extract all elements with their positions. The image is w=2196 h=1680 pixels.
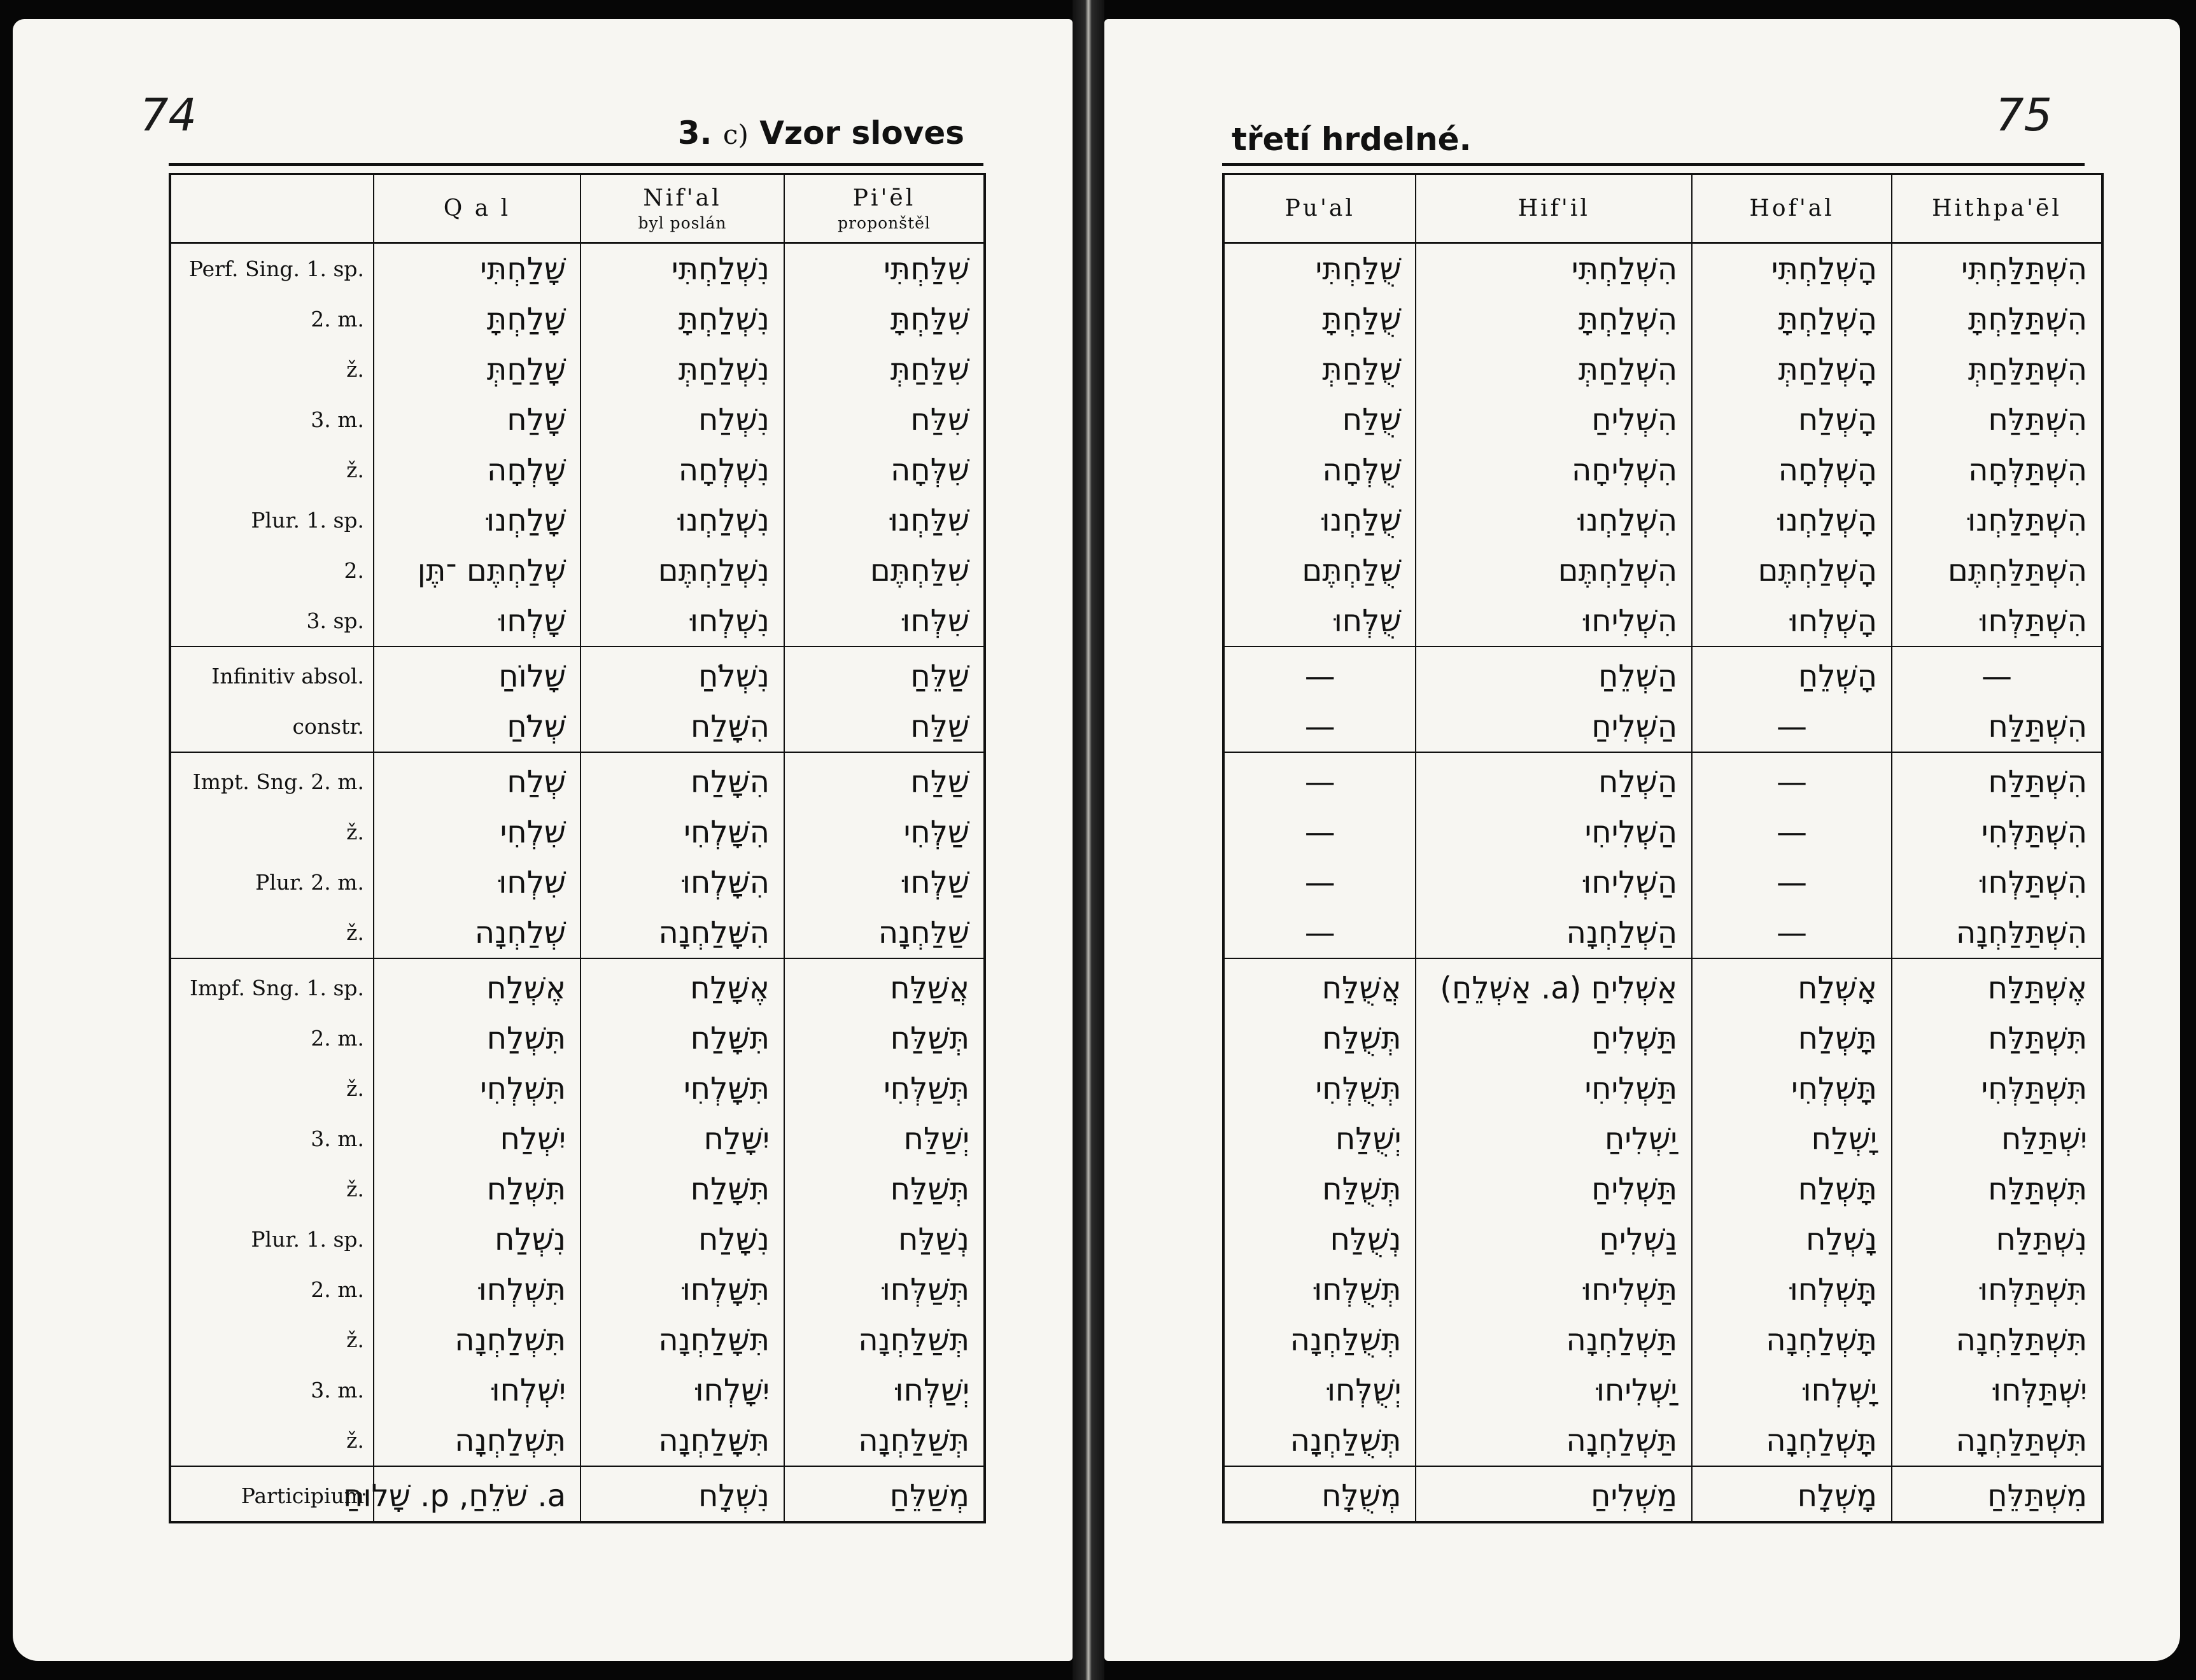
header-pual: Pu'al [1223,174,1416,243]
verb-form-cell: אֶשְׁלַח [374,958,581,1013]
verb-form-cell: הִשְׁלַחַתְּ [1416,344,1692,395]
verb-form-cell: מְשֻׁלָּח [1223,1466,1416,1522]
verb-form-cell: תָּשְׁלַחְנָה [1692,1415,1892,1466]
page-number: 74 [140,89,197,141]
row-label: Plur. 1. sp. [251,508,364,533]
verb-form-cell: תַּשְׁלִיחַ [1416,1164,1692,1214]
row-label: Plur. 1. sp. [251,1227,364,1252]
verb-form-cell: שִׁלַּח [784,395,985,445]
row-label: Participium [241,1483,364,1508]
page-heading [678,115,964,151]
conjugation-table [169,173,986,1523]
verb-form-cell: שֻׁלַּחְנוּ [1223,495,1416,545]
verb-form-cell: תִּשְׁלַחְנָה [374,1315,581,1365]
verb-form-cell: תִּשְׁלַח [374,1013,581,1063]
verb-form-cell: שַׁלְּחִי [784,807,985,857]
verb-form-cell: תָּשְׁלְחִי [1692,1063,1892,1114]
row-label: constr. [170,701,374,752]
verb-form-cell: הִשָּׁלַחְנָה [581,907,784,958]
verb-form-cell: שִׁלַּחְנוּ [784,495,985,545]
verb-form-cell: מִשְׁתַּלֵּחַ [1892,1466,2102,1522]
verb-form-cell: הִשְׁתַּלַּחְתָּ [1892,294,2102,344]
table-row [170,1214,985,1264]
verb-form-cell: מָשְׁלָח [1692,1466,1892,1522]
header-qal: Q a l [374,174,581,243]
table-row [1223,647,2102,701]
verb-form-cell: הִשְׁתַּלַּחְתִּי [1892,243,2102,295]
verb-form-cell: הִשְׁלַחְתָּ [1416,294,1692,344]
header-piel: Pi'ēl proponštěl [784,174,985,243]
table-row [170,445,985,495]
row-label: ž. [346,1177,364,1201]
verb-form-cell: תַּשְׁלִיחִי [1416,1063,1692,1114]
verb-form-cell: אַשְׁלִיחַ (a. אַשְׁלֵחַ) [1416,958,1692,1013]
verb-form-cell: הִשְׁתַּלְּחָה [1892,445,2102,495]
verb-form-cell: הִשְׁתַּלַּחַתְּ [1892,344,2102,395]
row-label: ž. [346,820,364,844]
row-label: 3. m. [311,1378,364,1403]
verb-form-cell: יְשַׁלַּח [784,1114,985,1164]
verb-form-cell: תַּשְׁלִיחוּ [1416,1264,1692,1315]
verb-form-cell: אֶשָּׁלַח [581,958,784,1013]
table-row [170,545,985,596]
verb-form-cell: הַשְׁלִיחִי [1416,807,1692,857]
verb-form-cell: הִשְׁתַּלַּחְתֶּם [1892,545,2102,596]
verb-form-cell: תָּשְׁלַח [1692,1013,1892,1063]
table-row [1223,701,2102,752]
verb-form-cell: שִׁלְּחוּ [784,596,985,647]
verb-form-cell: הָשְׁלַחַתְּ [1692,344,1892,395]
verb-form-cell: הָשְׁלַחְנוּ [1692,495,1892,545]
verb-form-cell: נִשְׁלְחָה [581,445,784,495]
verb-form-cell: הַשְׁלַחְנָה [1416,907,1692,958]
table-row [170,294,985,344]
verb-form-cell: תְּשֻׁלַּחְנָה [1223,1415,1416,1466]
table-row [1223,752,2102,807]
table-row [170,344,985,395]
verb-form-cell: נִשְׁלַחְתִּי [581,243,784,295]
verb-form-cell: הָשְׁלַחְתָּ [1692,294,1892,344]
header-row [1223,174,2102,243]
header-row [170,174,985,243]
verb-form-cell: הִשְׁלַחְנוּ [1416,495,1692,545]
verb-form-cell: הַשְׁלִיחוּ [1416,857,1692,907]
verb-form-cell: יַשְׁלִיחוּ [1416,1365,1692,1415]
verb-form-cell: יִשְׁלַח [374,1114,581,1164]
verb-form-cell: הִשְׁלַחְתִּי [1416,243,1692,295]
table-row [1223,294,2102,344]
verb-form-cell: נִשְׁלְחוּ [581,596,784,647]
verb-form-cell: תְּשֻׁלַּח [1223,1164,1416,1214]
verb-form-cell: שִׁלְּחָה [784,445,985,495]
verb-form-cell: שָׁלַחְתִּי [374,243,581,295]
row-label: Impt. Sng. 2. m. [192,769,364,794]
verb-form-cell: הִשְׁתַּלְּחִי [1892,807,2102,857]
verb-form-cell: תִּשְׁלְחִי [374,1063,581,1114]
verb-form-cell: הַשְׁלִיחַ [1416,701,1692,752]
table-row [1223,1114,2102,1164]
verb-form-cell: שַׁלַּח [784,752,985,807]
verb-form-cell: תִּשְׁתַּלְּחִי [1892,1063,2102,1114]
verb-form-cell: נְשֻׁלַּח [1223,1214,1416,1264]
verb-form-cell: יָשְׁלַח [1692,1114,1892,1164]
row-label: Plur. 2. m. [255,870,364,895]
verb-form-cell: תִּשָּׁלַחְנָה [581,1415,784,1466]
verb-form-cell: שָׁלַחַתְּ [374,344,581,395]
table-row [1223,1466,2102,1522]
verb-form-cell: שֻׁלַּח [1223,395,1416,445]
verb-form-cell: תְּשֻׁלְּחִי [1223,1063,1416,1114]
table-row [170,495,985,545]
verb-form-cell: נִשְׁלַח [374,1214,581,1264]
heading-title: Vzor sloves [759,115,964,151]
table-row [170,701,985,752]
verb-form-cell: תִּשְׁתַּלְּחוּ [1892,1264,2102,1315]
table-row [1223,545,2102,596]
table-row [170,958,985,1013]
verb-form-cell: תְּשַׁלַּח [784,1164,985,1214]
verb-form-cell: תִּשְׁתַּלַּחְנָה [1892,1315,2102,1365]
verb-form-cell: הַשְׁלֵחַ [1416,647,1692,701]
verb-form-cell: נְשַׁלַּח [784,1214,985,1264]
header-hifil: Hif'il [1416,174,1692,243]
verb-form-cell: תִּשָּׁלְחִי [581,1063,784,1114]
verb-form-cell: יִשְׁתַּלְּחוּ [1892,1365,2102,1415]
verb-form-cell: שֻׁלַּחְתִּי [1223,243,1416,295]
verb-form-cell: — [1692,807,1892,857]
header-hithpael: Hithpa'ēl [1892,174,2102,243]
row-label: 2. m. [311,1026,364,1051]
verb-form-cell: שְׁלֹחַ [374,701,581,752]
verb-form-cell: שִׁלַּחַתְּ [784,344,985,395]
table-row [1223,1164,2102,1214]
verb-form-cell: יְשֻׁלַּח [1223,1114,1416,1164]
verb-form-cell: שִׁלַּחְתָּ [784,294,985,344]
verb-form-cell: תְּשַׁלַּח [784,1013,985,1063]
verb-form-cell: הִשָּׁלַח [581,701,784,752]
verb-form-cell: הִשְׁלִיחַ [1416,395,1692,445]
row-label: ž. [346,357,364,382]
verb-form-cell: שַׁלַּח [784,701,985,752]
verb-form-cell: — [1223,857,1416,907]
row-label: 3. m. [311,1126,364,1151]
verb-form-cell: נִשְׁלַחַתְּ [581,344,784,395]
table-row [170,1063,985,1114]
verb-form-cell: שָׁלַח [374,395,581,445]
verb-form-cell: הָשְׁלֵחַ [1692,647,1892,701]
row-label: Infinitiv absol. [211,664,364,689]
verb-form-cell: תִּשָּׁלַח [581,1164,784,1214]
verb-form-cell: הָשְׁלַחְתִּי [1692,243,1892,295]
conjugation-table [1222,173,2104,1523]
table-row [1223,1415,2102,1466]
verb-form-cell: יְשַׁלְּחוּ [784,1365,985,1415]
row-label: 2. [344,558,364,583]
verb-form-cell: מְשַׁלֵּחַ [784,1466,985,1522]
verb-form-cell: יִשָּׁלַח [581,1114,784,1164]
table-row [1223,395,2102,445]
verb-form-cell: הִשְׁלַחְתֶּם [1416,545,1692,596]
verb-form-cell: — [1223,701,1416,752]
row-label: Impf. Sng. 1. sp. [190,976,364,1000]
verb-form-cell: הִשְׁתַּלַּח [1892,395,2102,445]
verb-form-cell: שְׁלַחְתֶּם ־תֶּן [374,545,581,596]
verb-form-cell: תִּשְׁלְחוּ [374,1264,581,1315]
verb-form-cell: שָׁלְחָה [374,445,581,495]
verb-form-cell: — [1692,701,1892,752]
table-row [1223,857,2102,907]
verb-form-cell: תְּשַׁלַּחְנָה [784,1315,985,1365]
verb-form-cell: שֻׁלְּחוּ [1223,596,1416,647]
verb-form-cell: נִשְׁלַחְתֶּם [581,545,784,596]
verb-form-cell: הָשְׁלַח [1692,395,1892,445]
verb-form-cell: הַשְׁלַח [1416,752,1692,807]
row-label: Perf. Sing. 1. sp. [188,256,364,281]
verb-form-cell: תָּשְׁלַחְנָה [1692,1315,1892,1365]
verb-form-cell: שֻׁלַּחְתֶּם [1223,545,1416,596]
verb-form-cell: יְשֻׁלְּחוּ [1223,1365,1416,1415]
row-label: 3. m. [311,407,364,432]
header-hofal: Hof'al [1692,174,1892,243]
verb-form-cell: שֻׁלַּחְתָּ [1223,294,1416,344]
table-row [170,807,985,857]
table-row [170,1466,985,1522]
row-label: ž. [346,1076,364,1101]
table-row [1223,243,2102,295]
table-row [1223,1063,2102,1114]
verb-form-cell: a. שֹׁלֵחַ, p. שָׁלוּחַ [374,1466,581,1522]
verb-form-cell: תִּשְׁתַּלַּח [1892,1164,2102,1214]
verb-form-cell: שַׁלֵּחַ [784,647,985,701]
verb-form-cell: שָׁלוֹחַ [374,647,581,701]
verb-form-cell: שִׁלַּחְתֶּם [784,545,985,596]
verb-form-cell: שָׁלַחְנוּ [374,495,581,545]
verb-form-cell: נַשְׁלִיחַ [1416,1214,1692,1264]
verb-form-cell: — [1692,857,1892,907]
table-row [170,1365,985,1415]
verb-form-cell: — [1223,752,1416,807]
verb-form-cell: — [1223,807,1416,857]
verb-form-cell: הִשְׁלִיחָה [1416,445,1692,495]
verb-form-cell: תִּשְׁתַּלַּח [1892,1013,2102,1063]
row-label: 2. m. [311,307,364,332]
verb-form-cell: נִשְׁלָח [581,1466,784,1522]
verb-form-cell: תִּשְׁתַּלַּחְנָה [1892,1415,2102,1466]
verb-form-cell: אֲשֻׁלַּח [1223,958,1416,1013]
table-row [170,1013,985,1063]
table-row [170,596,985,647]
heading-number: 3. [677,115,712,151]
verb-form-cell: הִשְׁתַּלַּחְנוּ [1892,495,2102,545]
verb-form-cell: נִשְׁלַחְתָּ [581,294,784,344]
header-blank [170,174,374,243]
table-row [1223,1264,2102,1315]
row-label: 3. sp. [170,596,374,647]
right-page [1104,19,2180,1661]
row-label: ž. [170,1415,374,1466]
table-row [1223,1315,2102,1365]
verb-form-cell: אֲשַׁלַּח [784,958,985,1013]
table-row [170,1415,985,1466]
table-row [170,752,985,807]
table-row [170,395,985,445]
verb-form-cell: הִשְׁתַּלְּחוּ [1892,596,2102,647]
verb-form-cell: שַׁלַּחְנָה [784,907,985,958]
verb-form-cell: תִּשָּׁלַחְנָה [581,1315,784,1365]
verb-form-cell: — [1692,752,1892,807]
book-gutter [1073,0,1104,1680]
verb-form-cell: שָׁלַחְתָּ [374,294,581,344]
verb-form-cell: יִשְׁתַּלַּח [1892,1114,2102,1164]
verb-form-cell: תִּשְׁלַח [374,1164,581,1214]
verb-form-cell: אֶשְׁתַּלַּח [1892,958,2102,1013]
verb-form-cell: שִׁלְחִי [374,807,581,857]
verb-form-cell: שִׁלַּחְתִּי [784,243,985,295]
verb-form-cell: שֻׁלַּחַתְּ [1223,344,1416,395]
verb-form-cell: — [1692,907,1892,958]
table-row [170,1264,985,1315]
verb-form-cell: תִּשְׁלַחְנָה [374,1415,581,1466]
table-row [170,1315,985,1365]
table-row [1223,958,2102,1013]
table-row [1223,1365,2102,1415]
verb-form-cell: הִשְׁתַּלַּח [1892,701,2102,752]
verb-form-cell: נִשְׁלֹחַ [581,647,784,701]
verb-form-cell: הִשְׁתַּלַּחְנָה [1892,907,2102,958]
verb-form-cell: נִשְׁלַחְנוּ [581,495,784,545]
verb-form-cell: נִשָּׁלַח [581,1214,784,1264]
table-row [170,857,985,907]
heading-rule [169,163,983,166]
verb-form-cell: תָּשְׁלְחוּ [1692,1264,1892,1315]
row-label: ž. [346,458,364,482]
row-label: ž. [170,907,374,958]
verb-form-cell: תִּשָּׁלַח [581,1013,784,1063]
table-row [170,1164,985,1214]
verb-form-cell: תִּשָּׁלְחוּ [581,1264,784,1315]
verb-form-cell: הִשְׁלִיחוּ [1416,596,1692,647]
verb-form-cell: נִשְׁתַּלַּח [1892,1214,2102,1264]
left-page [13,19,1073,1661]
table-row [1223,907,2102,958]
verb-form-cell: תְּשֻׁלַּח [1223,1013,1416,1063]
verb-form-cell: תְּשֻׁלְּחוּ [1223,1264,1416,1315]
verb-form-cell: הָשְׁלַחְתֶּם [1692,545,1892,596]
verb-form-cell: שְׁלַח [374,752,581,807]
table-row [1223,344,2102,395]
heading-rule [1222,163,2085,166]
table-row [1223,807,2102,857]
verb-form-cell: יִשְׁלְחוּ [374,1365,581,1415]
verb-form-cell: תַּשְׁלַחְנָה [1416,1415,1692,1466]
verb-form-cell: הִשָּׁלְחִי [581,807,784,857]
table-row [1223,1214,2102,1264]
page-number: 75 [1995,89,2053,141]
verb-form-cell: יָשְׁלְחוּ [1692,1365,1892,1415]
table-row [1223,495,2102,545]
verb-form-cell: תַּשְׁלַחְנָה [1416,1315,1692,1365]
table-row [170,243,985,295]
page-heading: třetí hrdelné. [1232,121,1472,158]
row-label: 2. m. [311,1277,364,1302]
verb-form-cell: תְּשַׁלְּחוּ [784,1264,985,1315]
verb-form-cell: — [1892,647,2102,701]
verb-form-cell: הִשָּׁלַח [581,752,784,807]
verb-form-cell: תָּשְׁלַח [1692,1164,1892,1214]
verb-form-cell: הָשְׁלְחָה [1692,445,1892,495]
row-label: ž. [346,1327,364,1352]
table-row [1223,445,2102,495]
verb-form-cell: — [1223,647,1416,701]
verb-form-cell: יַשְׁלִיחַ [1416,1114,1692,1164]
verb-form-cell: הִשְׁתַּלַּח [1892,752,2102,807]
heading-letter: c) [722,119,749,150]
table-row [170,647,985,701]
table-row [1223,596,2102,647]
verb-form-cell: — [1223,907,1416,958]
verb-form-cell: נָשְׁלַח [1692,1214,1892,1264]
verb-form-cell: נִשְׁלַח [581,395,784,445]
verb-form-cell: הָשְׁלְחוּ [1692,596,1892,647]
verb-form-cell: תְּשַׁלַּחְנָה [784,1415,985,1466]
verb-form-cell: יִשָּׁלְחוּ [581,1365,784,1415]
verb-form-cell: שַׁלְּחוּ [784,857,985,907]
table-row [1223,1013,2102,1063]
verb-form-cell: תְּשַׁלְּחִי [784,1063,985,1114]
verb-form-cell: שִׁלְחוּ [374,857,581,907]
table-row [170,907,985,958]
table-row [170,1114,985,1164]
verb-form-cell: אָשְׁלַח [1692,958,1892,1013]
verb-form-cell: הִשָּׁלְחוּ [581,857,784,907]
verb-form-cell: שֻׁלְּחָה [1223,445,1416,495]
verb-form-cell: הִשְׁתַּלְּחוּ [1892,857,2102,907]
verb-form-cell: תַּשְׁלִיחַ [1416,1013,1692,1063]
verb-form-cell: שָׁלְחוּ [374,596,581,647]
verb-form-cell: שְׁלַחְנָה [374,907,581,958]
verb-form-cell: תְּשֻׁלַּחְנָה [1223,1315,1416,1365]
header-nifal: Nif'al byl poslán [581,174,784,243]
verb-form-cell: מַשְׁלִיחַ [1416,1466,1692,1522]
